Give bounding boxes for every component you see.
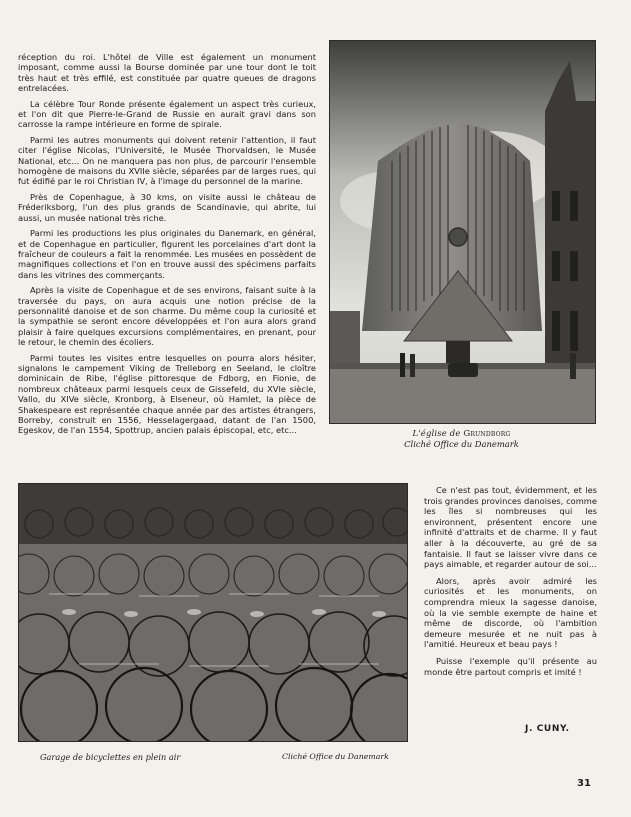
church-photo-image: [330, 41, 595, 423]
author-signature: J. CUNY.: [525, 724, 570, 734]
paragraph: Puisse l'exemple qu'il présente au monde être partout compris et imité !: [424, 655, 597, 677]
page-number: 31: [577, 778, 591, 789]
right-text-column: [424, 485, 597, 683]
caption-church-name: Grundborg: [463, 429, 511, 439]
church-photo: [329, 40, 596, 424]
paragraph: Après la visite de Copenhague et de ses environs, faisant suite à la traversée du pays, on aura acquis une notion précise de la personnalité danoise et de son charme. Du même coup la curiosité et la sympathie se seront encore développées et l'on aura alors grand plaisir à faire quelques excursions complémentaires, en prenant, pour le retour, le chemin des écoliers.: [18, 285, 316, 348]
paragraph: La célèbre Tour Ronde présente également un aspect très curieux, et l'on dit que Pierre-le-Grand de Russie en aurait gravi dans son carrosse la rampe intérieure en forme de spirale.: [18, 98, 316, 130]
left-text-column: [18, 52, 316, 441]
paragraph: Près de Copenhague, à 30 kms, on visite aussi le château de Fréderiksborg, l'un des plus grands de Scandinavie, qui abrite, lui aussi, un musée national très riche.: [18, 191, 316, 223]
paragraph: réception du roi. L'hôtel de Ville est également un monument imposant, comme aussi la Bourse dominée par une tour dont le toit très haut et très effilé, est constituée par quatre queues de dragons entrelacées.: [18, 52, 316, 94]
bicycles-photo-caption: Garage de bicyclettes en plein air: [40, 752, 181, 762]
church-photo-credit: Cliché Office du Danemark: [404, 439, 519, 450]
paragraph: Alors, après avoir admiré les curiosités et les monuments, on comprendra mieux la sagesse danoise, où la vie semble exempte de haine et même de discorde, où l'ambition demeure mesurée et ne nuit pas à l'amitié. Heureux et beau pays !: [424, 575, 597, 650]
paragraph: Ce n'est pas tout, évidemment, et les trois grandes provinces danoises, comme les îles si nombreuses qui les environnent, présentent encore une infinité d'attraits et de charme. Il y faut aller à la découverte, au gré de sa fantaisie. Il faut se laisser vivre dans ce pays aimable, et regarder autour de soi...: [424, 485, 597, 570]
bicycles-photo: [18, 483, 408, 742]
caption-prefix: L'église de: [412, 428, 461, 438]
paragraph: Parmi les productions les plus originales du Danemark, en général, et de Copenhague en particulier, figurent les porcelaines d'art dont la fraîcheur de couleurs a fait la renommée. Les musées en possèdent de magnifiques collections et l'on en trouve aussi des spécimens parfaits dans les vitrines des commerçants.: [18, 228, 316, 280]
church-photo-caption: [329, 428, 594, 450]
paragraph: Parmi toutes les visites entre lesquelles on pourra alors hésiter, signalons le campement Viking de Trelleborg en Seeland, le cloître dominicain de Ribe, l'église pittoresque de Fdborg, en Fionie, de nombreux châteaux parmi lesquels ceux de Gissefeld, du XVIe siècle, Vallo, du XIVe siècle, Kronborg, à Elseneur, où Hamlet, la pièce de Shakespeare est représentée chaque année par des artistes étrangers, Borreby, construit en 1556, Hesselagergaad, datant de l'an 1500, Egeskov, de l'an 1554, Spottrup, ancien palais épiscopal, etc, etc...: [18, 352, 316, 436]
bicycles-photo-image: [19, 484, 407, 741]
paragraph: Parmi les autres monuments qui doivent retenir l'attention, il faut citer l'église Nicolas, l'Université, le Musée Thorvaldsen, le Musée National, etc... On ne manquera pas non plus, de parcourir l'ensemble homogène de maisons du XVIIe siècle, séparées par de larges rues, qui fut édifié par le roi Christian IV, à l'image du personnel de la marine.: [18, 134, 316, 187]
bicycles-photo-credit: Cliché Office du Danemark: [282, 752, 389, 761]
